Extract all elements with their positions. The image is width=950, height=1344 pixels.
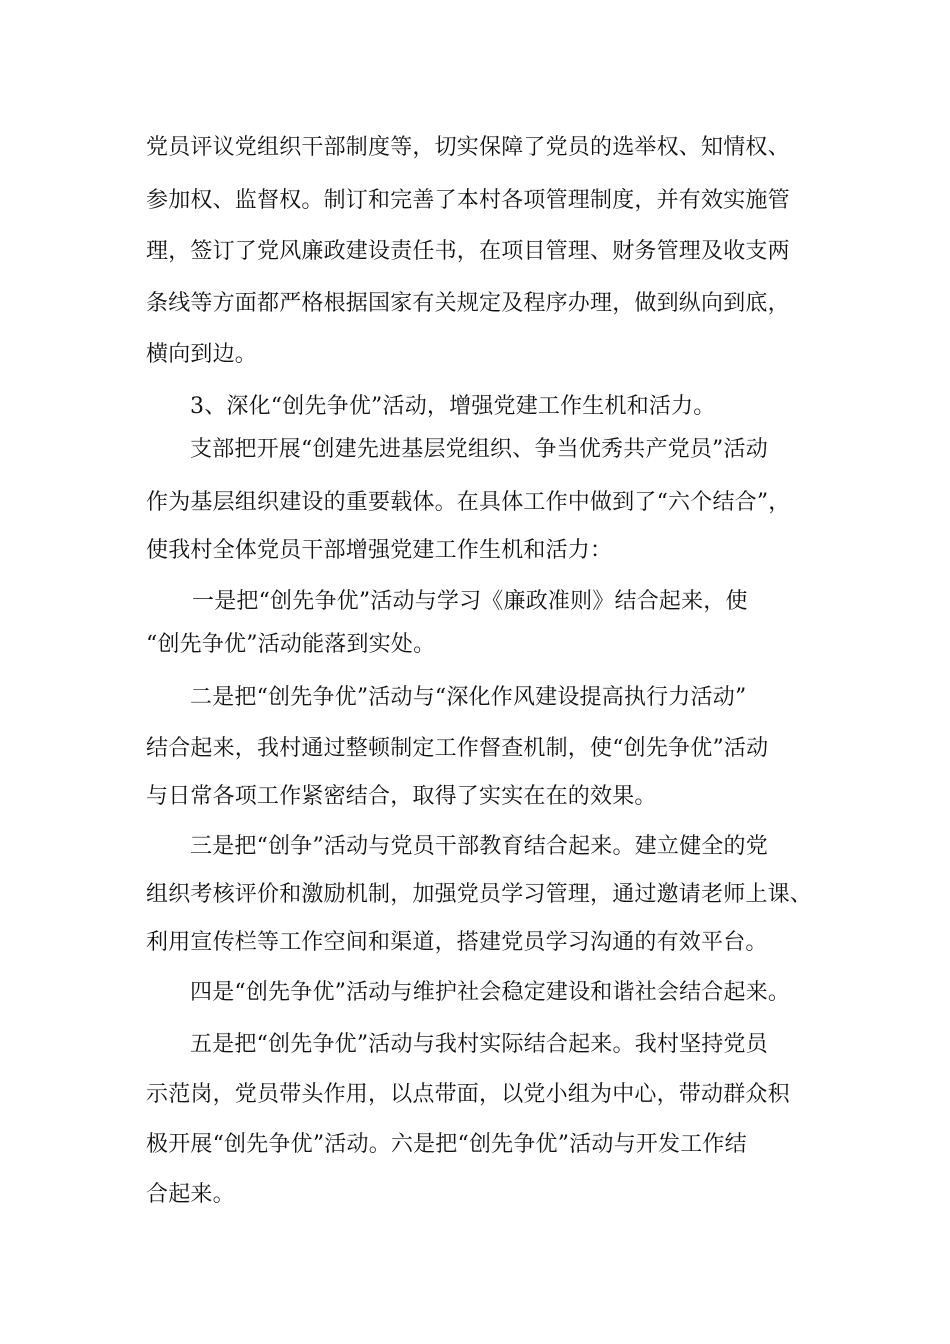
text-line: 与日常各项工作紧密结合，取得了实实在在的效果。 <box>146 784 657 809</box>
text-line: 组织考核评价和激励机制，加强党员学习管理，通过邀请老师上课、 <box>146 882 813 907</box>
text-line: 合起来。 <box>146 1182 235 1207</box>
text-line: 五是把“创先争优”活动与我村实际结合起来。我村坚持党员 <box>190 1032 768 1057</box>
text-line: 三是把“创争”活动与党员干部教育结合起来。建立健全的党 <box>190 834 768 859</box>
text-line: 结合起来，我村通过整顿制定工作督查机制，使“创先争优”活动 <box>146 736 769 761</box>
text-line: 极开展“创先争优”活动。六是把“创先争优”活动与开发工作结 <box>146 1132 747 1157</box>
text-line: 利用宣传栏等工作空间和渠道，搭建党员学习沟通的有效平台。 <box>146 930 768 955</box>
text-line: 党员评议党组织干部制度等，切实保障了党员的选举权、知情权、 <box>146 135 790 160</box>
text-line: 理，签订了党风廉政建设责任书，在项目管理、财务管理及收支两 <box>146 239 790 264</box>
text-line: “创先争优”活动能落到实处。 <box>146 632 436 657</box>
text-line: 四是“创先争优”活动与维护社会稳定建设和谐社会结合起来。 <box>190 980 791 1005</box>
text-line: 一是把“创先争优”活动与学习《廉政准则》结合起来，使 <box>192 589 748 614</box>
text-line: 参加权、监督权。制订和完善了本村各项管理制度，并有效实施管 <box>146 188 790 213</box>
text-line: 横向到边。 <box>146 342 258 367</box>
text-line: 支部把开展“创建先进基层党组织、争当优秀共产党员”活动 <box>190 437 768 462</box>
text-line: 条线等方面都严格根据国家有关规定及程序办理，做到纵向到底， <box>146 291 790 316</box>
section-heading: 3、深化“创先争优”活动，增强党建工作生机和活力。 <box>190 394 716 419</box>
text-line: 作为基层组织建设的重要载体。在具体工作中做到了“六个结合”， <box>146 490 791 515</box>
text-line: 示范岗，党员带头作用，以点带面，以党小组为中心，带动群众积 <box>146 1082 790 1107</box>
text-line: 二是把“创先争优”活动与“深化作风建设提高执行力活动” <box>190 685 747 710</box>
text-line: 使我村全体党员干部增强党建工作生机和活力： <box>146 538 613 563</box>
